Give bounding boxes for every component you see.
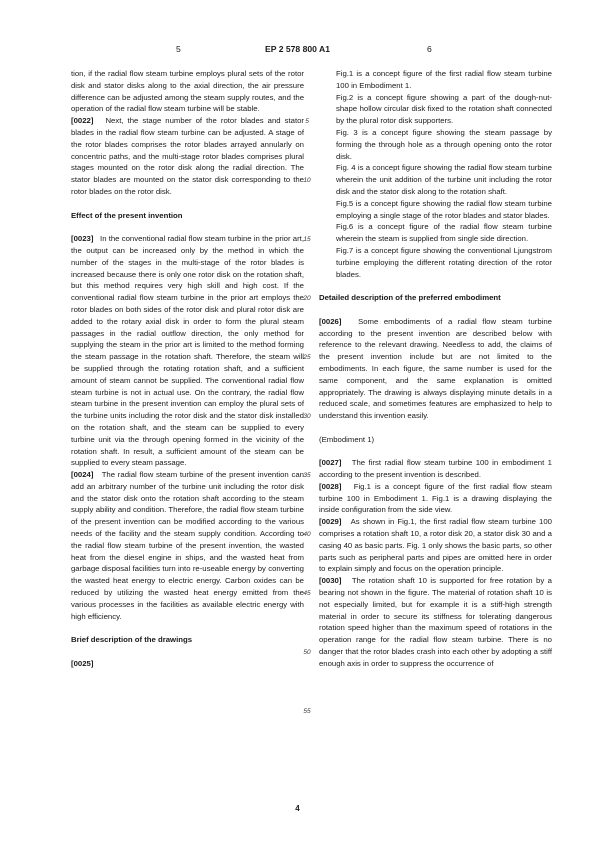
paragraph-text: The first radial flow steam turbine 100 in embodiment 1 according to the present invention is described.: [319, 458, 552, 480]
body-text: (Embodiment 1): [319, 434, 375, 444]
line-number: 35: [303, 472, 311, 479]
paragraph-text: Next, the stage number of the rotor blades and stator blades in the radial flow steam turbine can be adjusted. A stage of the rotor blades comprises the rotor blades arrayed annularly on concentric paths, and the multi-stage rotor blades comprises plural stages mounted on the rotor disk along the radial direction. The stator blades are mounted on the stator disk corresponding to the rotor blades on the rotor disk.: [71, 116, 304, 196]
paragraph-number: [0023]: [71, 234, 94, 244]
line-number: 40: [303, 531, 311, 538]
paragraph-text: As shown in Fig.1, the first radial flow steam turbine 100 comprises a rotation shaft 10, a rotor disk 20, a stator disk 30 and a casing 40 as basic parts. Fig. 1 only shows the basic parts, so other parts such as peripheral parts and pipes are omitted here in order to explain simply and focus on the operation principle.: [319, 517, 552, 574]
paragraph-number: [0027]: [319, 458, 342, 468]
line-number: 55: [303, 708, 311, 715]
numbered-paragraph: [71, 233, 304, 469]
figure-description: Fig.7 is a concept figure showing the conventional Ljungstrom turbine employing the different rotating direction of the rotor blades.: [336, 245, 552, 279]
right-text-column: [319, 68, 552, 670]
line-number: 45: [303, 590, 311, 597]
paragraph-number: [0030]: [319, 576, 342, 586]
paragraph-gap: [71, 622, 304, 634]
figure-description: Fig. 4 is a concept figure showing the radial flow steam turbine wherein the unit addition of the turbine unit including the rotor disk and the stator disk along to the rotation shaft.: [336, 163, 552, 196]
body-text: tion, if the radial flow steam turbine employs plural sets of the rotor disk and stator disks along to the axial direction, the air pressure difference can be adjusted among the steam supply routes, and the operation of the radial flow steam turbine will be stable.: [71, 69, 304, 114]
paragraph-text: Fig.1 is a concept figure of the first radial flow steam turbine 100 in Embodiment 1. Fig.1 is a drawing displaying the inside configuration from the side view.: [319, 481, 552, 515]
section-heading: Detailed description of the preferred embodiment: [319, 293, 501, 303]
paragraph-text: Some embodiments of a radial flow steam turbine according to the present invention are described below with reference to the relevant drawing. Needless to add, the claims of the present invention include but are not limited to the embodiments. In each figure, the same number is used for the same component, and the same explanation is omitted appropriately. The drawing is always displaying minute details in a reduced scale, and sometimes features are emphasized to help to understand this invention easily.: [319, 316, 552, 421]
paragraph-gap: [319, 304, 552, 316]
line-number: 5: [305, 118, 309, 125]
paragraph-number: [0026]: [319, 316, 342, 326]
paragraph-number: [0028]: [319, 481, 342, 491]
paragraph-gap: [71, 646, 304, 658]
paragraph-number: [0024]: [71, 470, 94, 480]
section-heading: Brief description of the drawings: [71, 635, 192, 645]
figure-description: Fig.1 is a concept figure of the first radial flow steam turbine 100 in Embodiment 1.: [336, 69, 552, 90]
paragraph-number: [0022]: [71, 116, 94, 126]
figure-description: Fig.6 is a concept figure of the radial flow steam turbine wherein the steam is supplied from single side direction.: [336, 222, 552, 244]
paragraph-text: In the conventional radial flow steam turbine in the prior art, the output can be increased only by the method in which the number of the stages in the multi-stage of the rotor blades is increased because there is only one rotor disk on the rotation shaft, but this method requires very high skill and high cost. If the conventional radial flow steam turbine in the prior art employs the rotor blades on both sides of the rotor disk and plural rotor disk are added to the rotary axial disk in order to form the plural steam passages in the radial outflow direction, the only method for supplying the steam in the prior art is limited to the method forming the steam passage in the rotation shaft. Therefore, the steam will be supplied through the rotating rotation shaft, and a sufficient amount of steam cannot be supplied. The conventional radial flow steam turbine is not in actual use. On the contrary, the radial flow steam turbine in the present invention can employ the plural sets of the turbine units including the rotor disk and the stator disk installed on the rotation shaft, and the steam can be supplied to every turbine unit via the through opening formed in the vicinity of the rotation shaft. In result, a sufficient amount of the steam can be supplied to every steam passage.: [71, 234, 304, 468]
paragraph-gap: [319, 446, 552, 458]
line-number: 30: [303, 413, 311, 420]
paragraph-text: The rotation shaft 10 is supported for free rotation by a bearing not shown in the figure. The material of rotation shaft 10 is not especially limited, but for example it is a stiff-high strength material in order to secure its stiffness for tolerating dangerous rotation speed higher than the maximum speed of rotations in the operation range for the radial flow steam turbine. There is no danger that the rotor blades crash into each other by adopting a stiff enough axis in order to suppress the occurrence of: [319, 576, 552, 668]
patent-number: EP 2 578 800 A1: [265, 44, 330, 54]
figure-description: Fig.5 is a concept figure showing the radial flow steam turbine employing a single stage of the rotor blades and stator blades.: [336, 198, 552, 220]
numbered-paragraph: [71, 469, 304, 622]
page-number: 4: [295, 804, 300, 813]
numbered-paragraph: [319, 481, 552, 516]
numbered-paragraph: [319, 457, 552, 481]
paragraph-gap: [71, 221, 304, 233]
numbered-paragraph: [71, 115, 304, 198]
left-text-column: [71, 68, 304, 670]
paragraph-gap: [319, 422, 552, 434]
numbered-paragraph: [319, 516, 552, 575]
line-number: 25: [303, 354, 311, 361]
numbered-paragraph: [319, 316, 552, 422]
paragraph-gap: [71, 198, 304, 210]
line-number: 50: [303, 649, 311, 656]
paragraph-number: [0029]: [319, 517, 342, 527]
page-number-left: 5: [176, 44, 181, 54]
line-number: 20: [303, 295, 311, 302]
paragraph-text: The radial flow steam turbine of the present invention can add an arbitrary number of the turbine unit including the rotor disk and the stator disk onto the rotation shaft according to the steam supply ability and condition. Therefore, the radial flow steam turbine of the present invention can be modified according to the various needs of the facility and the steam supply condition. According to the radial flow steam turbine of the present invention, the wasted heat from the diesel engine in ships, and the wasted heat from garbage disposal facilities turn into re-useable energy by converting the wasted heat energy to electric energy. Carbon oxides can be reduced by utilizing the wasted heat energy emitted from the various processes in the facilities as available electric energy with high efficiency.: [71, 470, 304, 621]
page-number-right: 6: [427, 44, 432, 54]
section-heading: [0025]: [71, 658, 94, 668]
line-number: 10: [303, 177, 311, 184]
section-heading: Effect of the present invention: [71, 210, 183, 220]
figure-description: Fig.2 is a concept figure showing a part of the dough-nut-shape hollow circular disk fixed to the rotation shaft connected by the plural rotor disk supporters.: [336, 92, 552, 126]
paragraph-gap: [319, 280, 552, 292]
figure-description: Fig. 3 is a concept figure showing the steam passage by forming the through hole as a through opening onto the rotor disk.: [336, 127, 552, 161]
line-number: 15: [303, 236, 311, 243]
numbered-paragraph: [319, 575, 552, 669]
